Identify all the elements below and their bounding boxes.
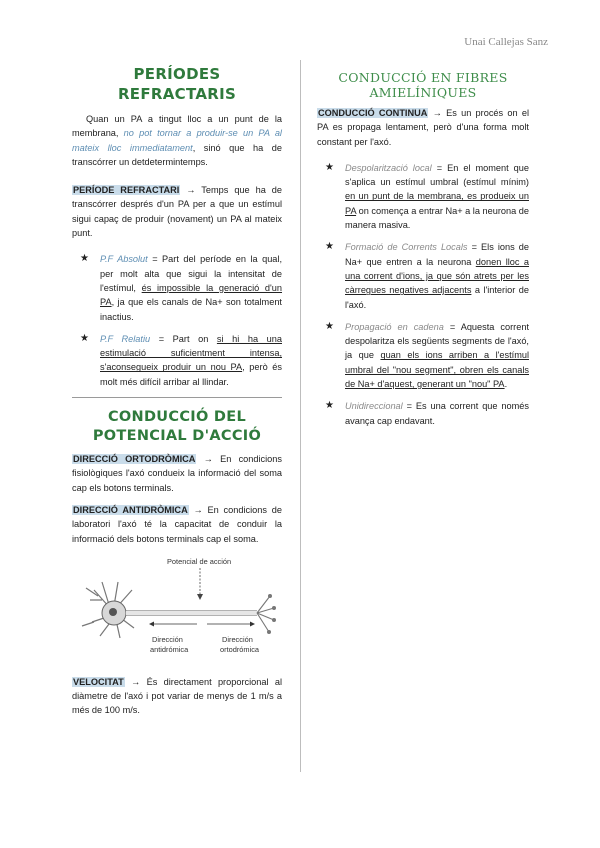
star-icon: ★	[80, 332, 89, 344]
arrow: →	[180, 185, 202, 196]
section-title-conduction-l2: POTENCIAL D'ACCIÓ	[92, 428, 262, 445]
label-antidromic-2: antidrómica	[150, 644, 189, 654]
star-icon: ★	[325, 161, 334, 173]
orthodromic-paragraph	[72, 452, 282, 495]
label-orthodromic-1: Dirección	[222, 634, 253, 644]
section-title-unmyelinated-l2: AMIELÍNIQUES	[369, 85, 477, 100]
star-icon: ★	[325, 400, 334, 412]
item-text: = Part on	[150, 333, 217, 344]
neuron-figure	[72, 556, 282, 661]
list-item	[72, 332, 282, 389]
terminal-button	[268, 594, 272, 598]
section-title-conduction-l1: CONDUCCIÓ DEL	[107, 409, 247, 426]
nucleus	[109, 608, 117, 616]
label-antidromic-1: Dirección	[152, 634, 183, 644]
section-divider	[72, 397, 282, 398]
continuous-conduction	[317, 106, 529, 149]
intro-text-end: , sinó que ha de transcórrer un detdetermintemps.	[72, 142, 282, 167]
paragraph-text: Es un procés on el PA es propaga lentament, però d'una forma molt constant per l'axó.	[317, 108, 530, 147]
item-text-end: , però és molt més difícil arribar al llindar.	[100, 362, 282, 387]
axon-fill	[126, 611, 257, 615]
terminal-button	[272, 618, 276, 622]
terminal-button	[267, 630, 271, 634]
term-highlight: CONDUCCIÓ CONTINUA	[318, 108, 428, 118]
item-text: = Part del període en la qual, per molt alta que sigui la intensitat de l'estímul,	[100, 254, 283, 293]
arrow-head-icon	[197, 594, 203, 600]
item-underlined: és impossible la generació d'un PA	[100, 282, 283, 308]
definition-text: Temps que ha de transcórrer després d'un PA per a que un estímul sigui capaç de produir (novament) un PA al mateix punt.	[72, 185, 282, 239]
label-orthodromic-2: ortodrómica	[220, 644, 260, 654]
item-text-end: a l'interior de l'axó.	[345, 285, 529, 310]
antidromic-paragraph	[72, 503, 282, 546]
terminal-button	[272, 606, 276, 610]
star-icon: ★	[325, 320, 334, 332]
refractory-list	[72, 252, 282, 389]
section-title-refractory: PERÍODES REFRACTARIS	[117, 65, 237, 103]
item-text-end: .	[504, 379, 508, 390]
list-item	[317, 399, 529, 428]
column-divider	[300, 60, 301, 772]
item-text: = Aquesta corrent despolaritza els següents segments de l'axó, ja que	[345, 321, 529, 361]
arrow-right-icon	[250, 621, 255, 626]
section-title-unmyelinated-l1: CONDUCCIÓ EN FIBRES	[338, 70, 508, 85]
item-name: Unidireccional	[345, 401, 403, 412]
term-highlight: VELOCITAT	[73, 676, 124, 687]
arrow-left-icon	[149, 621, 154, 626]
intro-emphasis: no pot tornar a produir-se un PA al mateix lloc immediatament	[72, 128, 282, 153]
item-underlined: donen lloc a una corrent d'ions, ja que són atrets per les càrregues negatives adjacents	[345, 256, 529, 296]
item-underlined: en un punt de la membrana, es produeix un PA	[345, 191, 529, 216]
list-item	[72, 252, 282, 323]
right-column	[317, 64, 529, 436]
star-icon: ★	[80, 253, 89, 265]
item-name: Formació de Corrents Locals	[345, 242, 468, 253]
item-text: = Els ions de Na+ que entren a la neurona	[345, 242, 529, 267]
list-item	[317, 320, 529, 391]
paragraph-text: És directament proporcional al diàmetre de l'axó i pot variar de menys de 1 m/s a més de 100 m/s.	[72, 676, 282, 716]
list-item	[317, 161, 529, 232]
velocity-paragraph	[72, 675, 282, 718]
item-text: = En el moment que s'aplica un estímul umbral (estímul mínim)	[345, 162, 529, 188]
arrow: →	[196, 454, 221, 465]
list-item	[317, 240, 529, 311]
paragraph-text: En condicions fisiològiques l'axó condueix la informació del soma cap els botons terminals.	[72, 454, 282, 493]
arrow: →	[124, 676, 147, 687]
item-name: P.F Relatiu	[100, 333, 151, 344]
refractory-intro	[72, 112, 282, 169]
item-name: Propagació en cadena	[345, 321, 444, 332]
neuron-diagram	[72, 556, 282, 661]
term-highlight: DIRECCIÓ ORTODRÒMICA	[73, 454, 196, 465]
paragraph-text: En condicions de laboratori l'axó té la capacitat de conduir la informació dels botons terminals cap el soma.	[72, 504, 282, 544]
arrow: →	[188, 504, 208, 515]
item-name: P.F Absolut	[100, 254, 148, 265]
left-column	[72, 64, 282, 718]
label-action-potential: Potencial de acción	[167, 556, 232, 566]
item-underlined: si hi ha una estimulació suficientment intensa, s'aconsegueix produir un nou PA	[100, 333, 282, 373]
item-underlined: quan els ions arriben a l'estímul umbral del "nou segment", obren els canals de Na+ d'aquest, generant un "nou" PA	[345, 350, 530, 390]
axon-terminals	[257, 596, 274, 632]
term-highlight: DIRECCIÓ ANTIDRÒMICA	[73, 504, 188, 515]
author-name: Unai Callejas Sanz	[464, 36, 548, 48]
item-text-end: , ja que els canals de Na+ son totalment inactius.	[100, 297, 282, 322]
item-name: Despolarització local	[345, 162, 432, 173]
intro-text: Quan un PA a tingut lloc a un punt de la membrana,	[72, 114, 282, 139]
item-text-end: on comença a entrar Na+ a la neurona de manera masiva.	[345, 205, 529, 231]
arrow: →	[428, 108, 447, 118]
refractory-definition	[72, 183, 282, 240]
item-text: = Es una corrent que només avança cap endavant.	[345, 401, 529, 426]
term-highlight: PERÍODE REFRACTARI	[73, 185, 180, 196]
conduction-steps-list	[317, 161, 529, 428]
star-icon: ★	[325, 241, 334, 253]
